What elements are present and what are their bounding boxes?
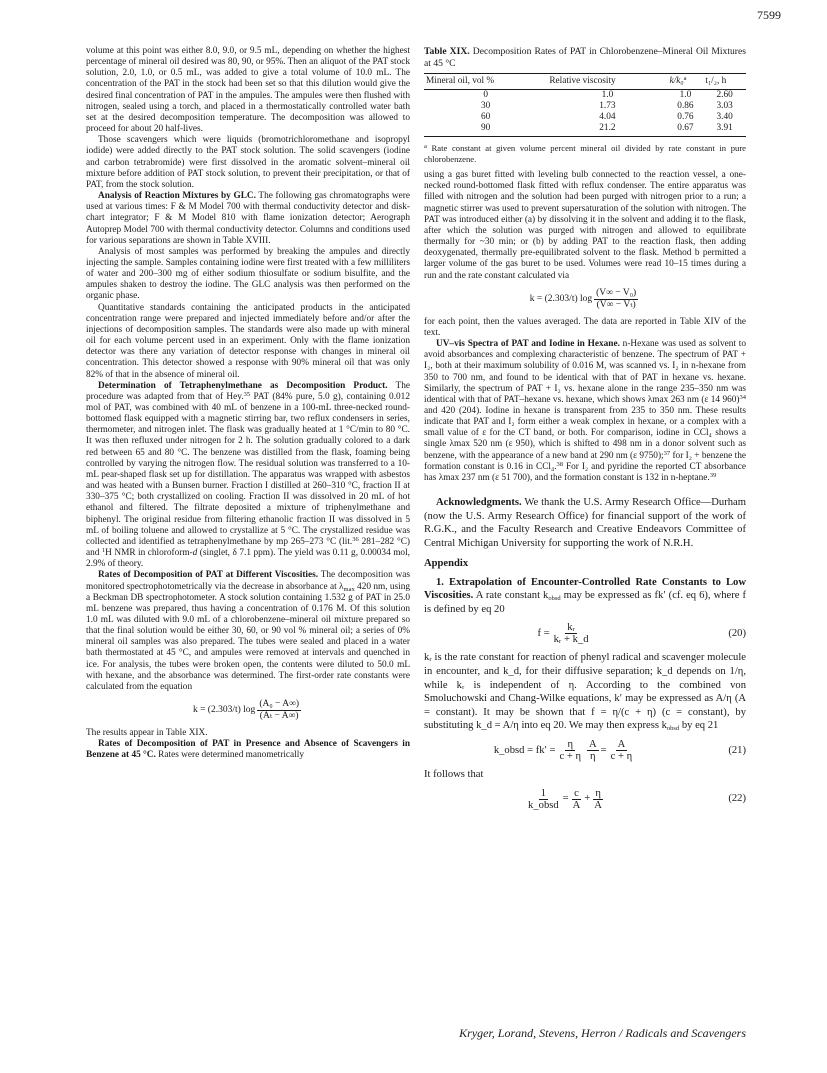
reference-mark: 34 [739, 393, 746, 401]
table-xix [424, 46, 746, 164]
table-cell: 0.67 [668, 123, 704, 137]
table-cell: 0.86 [677, 101, 694, 112]
table-caption [424, 46, 746, 69]
table-cell: 4.04 [599, 112, 616, 123]
paragraph-text: and 420 (204). Iodine in hexane is transparent from 235 to 350 nm. These results indicate that PAT and I₂ form either a weak complex in hexane, or a complex with a small value of ε for the CT band, or both. For comparison, iodine in CCl₄ shows a single λmax 520 nm (ε 950), which is shifted to 498 nm in a donor solvent such as benzene, with the appearance of a new band at 290 nm (ε 9750); [424, 405, 746, 461]
fraction [609, 739, 635, 762]
superscript: 1 [101, 547, 106, 555]
paragraph-text: (singlet, δ 7.1 ppm). The yield was 0.11 g, 0.00034 mol, 2.9% of theory. [86, 548, 410, 570]
column-header-text: k/k₀ [669, 76, 684, 86]
table-row [424, 123, 746, 137]
table-cell: 21.2 [547, 123, 667, 137]
page-number: 7599 [757, 8, 781, 22]
table-cell: 1.73 [599, 101, 616, 112]
column-header: t₁/₂, h [703, 74, 746, 90]
table-row [424, 112, 746, 123]
equation-body [424, 739, 706, 762]
equation-rate-volume [424, 288, 746, 311]
paragraph-text: For I₂ and pyridine the reported CT absorbance has λmax 237 nm (ε 51 700), and the formation constant is 132 in n-heptane. [424, 461, 746, 483]
appendix-body [424, 576, 746, 811]
run-in-heading: 1. Extrapolation of Encounter-Controlled Rate Constants to Low Viscosities. [424, 576, 746, 602]
reference-mark: 36 [352, 535, 359, 543]
table-footnote [424, 143, 746, 164]
equation-rate-absorbance [86, 699, 410, 722]
paragraph: Those scavengers which were liquids (bromotrichloromethane and isopropyl iodide) were added directly to the PAT stock solution. The solid scavengers (iodine and carbon tetrabromide) were first dissolved in the aromatic solvent–mineral oil mixture before addition of PAT stock solution, to prevent their precipitation, or that of PAT, from the stock solution. [86, 135, 410, 190]
denominator: A [594, 799, 602, 811]
paragraph [424, 576, 746, 617]
data-table [424, 73, 746, 137]
paragraph: using a gas buret fitted with leveling bulb connected to the reaction vessel, a one-necked round-bottomed flask fitted with reflux condenser. The entire apparatus was filled with nitrogen and the solution had been purged with nitrogen prior to a run; a magnetic stirrer was used to prevent supersaturation of the solution with nitrogen. The PAT was introduced either (a) by dissolving it in the solvent and adding it to the flask, after which the solution was purged with nitrogen and allowed to equilibrate thermally for ~30 min; or (b) by adding PAT to the reaction flask, then adding deoxygenated, thermally pre-equilibrated solvent to the flask. Method b permitted a larger volume of the gas buret to be used. Volumes were read 10–15 times during a run and the rate constant calculated via [424, 170, 746, 281]
table-cell: 60 [481, 112, 491, 123]
running-footer: Kryger, Lorand, Stevens, Herron / Radicals and Scavengers [459, 1026, 746, 1040]
equation-body [424, 788, 706, 811]
table-title: Decomposition Rates of PAT in Chlorobenzene–Mineral Oil Mixtures at 45 °C [424, 46, 746, 69]
italic-text: d [192, 548, 198, 559]
fraction [592, 788, 604, 811]
paragraph [86, 381, 410, 571]
footnote-mark: a [683, 75, 687, 82]
equation-21 [424, 739, 746, 762]
run-in-heading: UV–vis Spectra of PAT and Iodine in Hexane. [436, 339, 620, 350]
denominator: η [590, 750, 596, 762]
denominator: A [572, 799, 581, 811]
paragraph-text: 281–282 °C) and [86, 536, 411, 559]
paragraph: It follows that [424, 768, 484, 780]
numerator: (A₀ − A∞) [259, 699, 300, 710]
paragraph-text: 420 nm, using a Beckman DB spectrophotometer. A stock solution containing 1.532 g of PAT in 25.0 mL benzene was prepared, thus having a concentration of 0.176 M. Of this solution 1.0 mL was diluted with 9.0 mL of a chlorobenzene–mineral oil mixture prepared so that the final solution would be either 30, 60, or 90 vol % mineral oil; a series of 0% mineral oil samples was also prepared. The tubes were sealed and placed in a water bath thermostated at 45 °C, and ampules were removed at intervals and quenched in ice. For analysis, the tubes were broken open, the contents were diluted to 50.0 mL with hexane, and the absorbance was determined. The first-order rate constants were calculated from the equation [86, 581, 410, 692]
paragraph [86, 570, 410, 693]
column-header [668, 74, 704, 90]
table-header-row [424, 74, 746, 90]
column-header: Relative viscosity [547, 74, 667, 90]
numerator: kᵣ [567, 622, 575, 634]
fraction [594, 288, 638, 311]
numerator: (V∞ − V₀) [596, 287, 637, 298]
right-column [424, 46, 746, 817]
paragraph [424, 651, 746, 733]
paragraph: The results appear in Table XIX. [86, 728, 208, 739]
paragraph [86, 191, 410, 247]
fraction [257, 699, 301, 722]
table-cell: 2.60 [716, 90, 733, 101]
table-cell: 1.0 [601, 90, 614, 101]
footnote-text: Rate constant at given volume percent mineral oil divided by rate constant in pure chlorobenzene. [424, 143, 746, 164]
paragraph-text: The procedure was adapted from that of Hey. [86, 380, 410, 402]
paragraph-text: We thank the U.S. Army Research Office—Durham (now the U.S. Army Research Office) for financial support of the work of R.G.K., and the Faculty Research and Creative Endeavors Committee of Central Michigan University for supporting the work of N.R.H. [424, 497, 746, 549]
equation-lhs: f = [537, 628, 550, 640]
column-header: Mineral oil, vol % [424, 74, 547, 90]
run-in-heading: Rates of Decomposition of PAT at Different Viscosities. [98, 570, 319, 581]
numerator: 1 [540, 787, 546, 799]
denominator: (V∞ − Vₜ) [596, 299, 636, 310]
reference-mark: 37 [663, 449, 671, 457]
fraction [557, 739, 583, 762]
equals-sign: = [562, 793, 569, 805]
table-label: Table XIX. [424, 46, 470, 57]
equation-lhs: k = (2.303/t) log [529, 293, 593, 304]
equation-lhs: k_obsd = fk′ = [493, 744, 556, 756]
acknowledgments [424, 496, 746, 550]
paragraph-text: Rates were determined manometrically [155, 750, 305, 761]
denominator: k_obsd [528, 799, 559, 811]
footnote-mark: a [424, 143, 427, 151]
fraction [587, 739, 599, 762]
equation-number: (22) [728, 793, 746, 805]
table-row [424, 101, 746, 112]
run-in-heading: Rates of Decomposition of PAT in Presence and Absence of Scavengers in Benzene at 45 °C. [86, 739, 410, 761]
numerator: η [595, 787, 601, 799]
paragraph-text: PAT (84% pure, 5.0 g), containing 0.012 mol of PAT, was combined with 40 mL of benzene in a 100-mL three-necked round-bottomed flask equipped with a magnetic stirring bar, two reflux condensers in series, thermometer, and nitrogen inlet. The flask was gradually heated at 1 °C/min to 80 °C. It was then refluxed under nitrogen for 2 h. The solution gradually colored to a dark red between 65 and 80 °C. The benzene was distilled from the flask, foaming being controlled by varying the nitrogen flow. The residual solution was transferred to a 10-mL pear-shaped flask set up for distillation. The apparatus was wrapped with asbestos and was heated with a Bunsen burner. Fraction I distilled at 260–310 °C, fraction II at 330–375 °C; both crystallized on cooling. Fraction II was dissolved in 20 mL of hot ethanol and filtered. The filtrate deposited a mixture of triphenylmethane and biphenyl. The original residue from filtering ethanolic fraction II was dissolved in 5 mL of boiling toluene and allowed to crystallize at 5 °C. The crystallized residue was collected and identified as tetraphenylmethane by mp 265–273 °C (lit. [86, 391, 410, 547]
equation-lhs: k = (2.303/t) log [192, 704, 256, 715]
section-heading-appendix: Appendix [424, 558, 469, 570]
paragraph-text: H NMR in chloroform- [105, 548, 193, 559]
reference-mark: 38 [556, 460, 564, 468]
table-cell: 1.0 [679, 90, 692, 101]
equation-20 [424, 622, 746, 645]
table-cell: 0.76 [677, 112, 694, 123]
reference-mark: 39 [709, 471, 717, 479]
paragraph: Analysis of most samples was performed by breaking the ampules and directly injecting the sample. Samples containing iodine were first treated with a few milliliters of water and 200–300 mg of either sodium thiosulfate or sodium bisulfite, and the ampules shaken to destroy the iodine. The GLC analysis was then performed on the organic phase. [86, 246, 410, 302]
equals-sign: = [600, 744, 607, 756]
denominator: kᵣ + k_d [553, 634, 589, 646]
equation-number: (20) [728, 628, 746, 640]
equation-22 [424, 788, 746, 811]
denominator: c + η [559, 750, 581, 762]
paragraph-text: n-Hexane was used as solvent to avoid absorbances and complexing characteristic of benzene. The spectrum of PAT + I₂, both at their maximum solubility of 0.016 M, was scanned vs. I₂ in n-hexane from 350 to 700 nm, and found to be identical with that of PAT in hexane vs. hexane. Similarly, the spectrum of PAT + I₂ vs. hexane alone in the range 235–350 nm was identical with that of PAT–hexane vs. hexane, which shows λmax 263 nm (ε 14 960) [424, 339, 746, 405]
run-in-heading: Analysis of Reaction Mixtures by GLC. [98, 191, 256, 202]
paragraph-text: A rate constant k [473, 590, 549, 602]
paragraph-text: may be expressed as fk′ (cf. eq 6), where f is defined by eq 20 [424, 590, 746, 615]
left-column [86, 46, 410, 762]
fraction [571, 788, 583, 811]
denominator: c + η [610, 750, 633, 762]
numerator: η [567, 738, 574, 750]
fraction [526, 788, 561, 811]
paragraph-text: by eq 21 [679, 720, 719, 732]
paragraph-text: The following gas chromatographs were used at various times: F & M Model 700 with thermal conductivity detector and disk-chart integrator; F & M Model 810 with flame ionization detector; Aerograph Autoprep Model 700 with thermal conductivity detector. Columns and conditions used for various separations are shown in Table XVIII. [86, 191, 410, 246]
paragraph-text: kᵣ is the rate constant for reaction of phenyl radical and scavenger molecule in encounter, and k_d, for their diffusive separation; k_d depends on 1/η, while kᵣ is independent of η. According to the combined von Smoluchowski and Chang-Wilke equations, k′ may be expressed as A/η (A = constant). It may be shown that f = η/(c + η) (c = constant), by substituting k_d = A/η into eq 20. We may then express k [424, 652, 746, 732]
paragraph [424, 339, 746, 484]
denominator: (Aₜ − A∞) [259, 711, 299, 722]
table-row [424, 90, 746, 102]
run-in-heading: Determination of Tetraphenylmethane as Decomposition Product. [98, 380, 388, 391]
numerator: c [574, 787, 579, 799]
paragraph [86, 739, 410, 761]
table-cell: 3.40 [716, 112, 733, 123]
equation-number: (21) [728, 744, 746, 756]
equation-body [424, 622, 706, 645]
paragraph: Quantitative standards containing the anticipated products in the anticipated concentration range were prepared and injected immediately before and/or after the injections of decomposition samples. The standards were also made up with mineral oil for each volume percent used in an experiment. Only with the flame ionization detector was there any variation of detector response with changes in mineral oil concentration. This detector showed a response with 90% mineral oil that was only 82% of that in the absence of mineral oil. [86, 302, 410, 380]
table-cell: 3.03 [716, 101, 733, 112]
run-in-heading: Acknowledgments. [436, 497, 522, 509]
reference-mark: 35 [243, 390, 251, 398]
table-cell: 0 [483, 90, 488, 101]
numerator: A [617, 738, 626, 750]
table-cell: 3.91 [703, 123, 746, 137]
paragraph: for each point, then the values averaged. The data are reported in Table XIV of the text. [424, 316, 746, 338]
table-cell: 90 [424, 123, 547, 137]
subscript: obsd [548, 595, 561, 603]
paragraph-text: for I₂ + benzene the formation constant is 0.16 in CCl₄. [424, 450, 746, 472]
numerator: A [589, 738, 597, 750]
subscript: obsd [666, 725, 680, 733]
subscript: max [343, 585, 355, 593]
paragraph-text: The decomposition was monitored spectrophotometrically via the decrease in absorbance at λ [86, 570, 410, 592]
fraction [552, 622, 591, 645]
plus-sign: + [584, 793, 591, 805]
paragraph [424, 496, 746, 550]
table-cell: 30 [481, 101, 491, 112]
paragraph: volume at this point was either 8.0, 9.0, or 9.5 mL, depending on whether the highest percentage of mineral oil desired was 80, 90, or 95%. Then an aliquot of the PAT stock solution, 2.0, 1.0, or 0.5 mL, was added to give a total volume of 10.0 mL. The concentration of the PAT in the stock had been set so that this dilution would give the desired final concentration of PAT in the ampules. The ampules were then flushed with nitrogen, sealed using a torch, and placed in a thermostatically controlled water bath set at the desired decomposition temperature. The decomposition was allowed to proceed for about 20 half-lives. [86, 46, 410, 135]
